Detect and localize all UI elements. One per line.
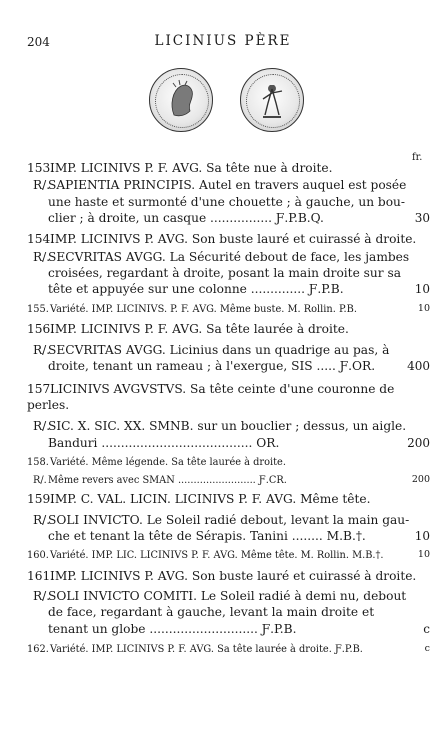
price-column-label: fr. [412, 152, 423, 163]
entry-text-line: tenant un globe ............................ Ƒ.P.B. [48, 621, 297, 636]
entry-text-line: IMP. C. VAL. LICIN. LICINIVS P. F. AVG. Même tête. [50, 492, 371, 507]
entry-text-line: che et tenant la tête de Sérapis. Tanini ........ M.B.†. [48, 529, 366, 543]
entry-number: 158. [27, 456, 49, 468]
entry-price: 400 [407, 359, 430, 374]
entry-price: 10 [417, 303, 430, 315]
page-number: 204 [27, 35, 50, 49]
entry-text-line: SECVRITAS AVGG. La Sécurité debout de face, les jambes [48, 249, 410, 264]
reverse-marker: R/. [33, 419, 51, 434]
reverse-marker: R/. [33, 249, 51, 264]
entry-text-line: perles. [27, 397, 70, 412]
entry-price: c [423, 621, 430, 636]
running-title: LICINIUS PÈRE [154, 33, 292, 49]
entry-price: c [424, 642, 430, 654]
entry-text-line: Banduri ....................................... OR. [48, 435, 280, 450]
entry-text-line: droite, tenant un rameau ; à l'exergue, SIS ..... Ƒ.OR. [48, 359, 376, 374]
entry-text-line: SECVRITAS AVGG. Licinius dans un quadrige au pas, à [48, 343, 390, 357]
entry-number: 155. [27, 304, 49, 316]
reverse-marker: R/. [33, 343, 51, 357]
entry-text-line: IMP. LICINIVS P. AVG. Son buste lauré et cuirassé à droite. [50, 568, 417, 583]
entry-number: 160. [27, 550, 49, 562]
entry-text-line: Variété. Même légende. Sa tête laurée à droite. [50, 456, 286, 468]
entry-number: 153. [27, 161, 55, 175]
entry-number: 162. [27, 643, 49, 655]
entry-text-line: Variété. IMP. LIC. LICINIVS P. F. AVG. Même tête. M. Rollin. M.B.†. [50, 550, 384, 562]
entry-price: 30 [414, 210, 430, 225]
reverse-marker: R/. [33, 178, 51, 193]
entry-text-line: IMP. LICINIVS P. AVG. Son buste lauré et cuirassé à droite. [50, 232, 417, 247]
entry-text-line: une haste et surmonté d'une chouette ; à gauche, un bou- [48, 194, 406, 209]
entry-price: 200 [407, 435, 430, 450]
entry-text-line: SAPIENTIA PRINCIPIS. Autel en travers auquel est posée [48, 178, 407, 193]
entry-text-line: clier ; à droite, un casque ................ Ƒ.P.B.Q. [48, 210, 324, 225]
entry-text-line: SIC. X. SIC. XX. SMNB. sur un bouclier ; dessus, un aigle. [48, 419, 407, 434]
entry-number: 156. [27, 321, 55, 336]
coin-obverse-image [149, 68, 213, 132]
entry-text-line: IMP. LICINIVS P. F. AVG. Sa tête laurée à droite. [50, 321, 349, 336]
entry-price: 10 [414, 282, 430, 297]
entry-price: 10 [417, 549, 430, 561]
entry-text-line: de face, regardant à gauche, levant la main droite et [48, 605, 375, 620]
entry-text-line: Même revers avec SMAN ......................... Ƒ.CR. [48, 475, 287, 487]
entry-text-line: SOLI INVICTO. Le Soleil radié debout, levant la main gau- [48, 512, 410, 527]
entry-number: 154. [27, 232, 55, 247]
reverse-marker: R/. [33, 588, 51, 603]
entry-number: 159. [27, 492, 55, 507]
entry-text-line: tête et appuyée sur une colonne .............. Ƒ.P.B. [48, 282, 344, 297]
entry-text-line: Variété. IMP. LICINIVS P. F. AVG. Sa tête laurée à droite. Ƒ.P.B. [50, 643, 363, 655]
reverse-marker: R/. [33, 475, 47, 487]
reverse-marker: R/. [33, 512, 51, 527]
entry-price: 10 [414, 529, 430, 543]
entry-text-line: croisées, regardant à droite, posant la main droite sur sa [48, 265, 401, 280]
coin-reverse-image [240, 68, 304, 132]
entry-number: 161. [27, 568, 55, 583]
entry-text-line: SOLI INVICTO COMITI. Le Soleil radié à demi nu, debout [48, 588, 407, 603]
entry-number: 157. [27, 381, 55, 396]
entry-text-line: Variété. IMP. LICINIVS. P. F. AVG. Même buste. M. Rollin. P.B. [50, 304, 357, 316]
entry-text-line: IMP. LICINIVS P. F. AVG. Sa tête nue à droite. [50, 161, 333, 175]
entry-price: 200 [411, 474, 430, 486]
entry-text-line: LICINIVS AVGVSTVS. Sa tête ceinte d'une couronne de [50, 381, 395, 396]
